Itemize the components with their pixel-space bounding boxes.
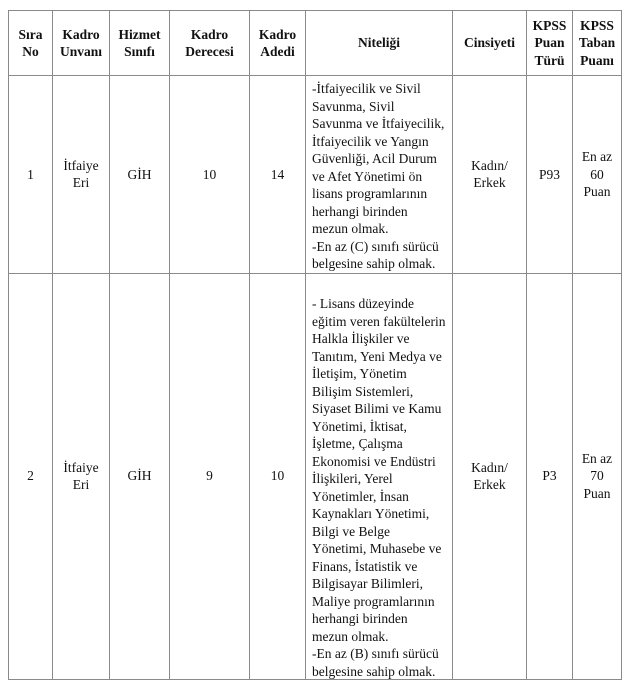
header-kpss-puan-turu: KPSS Puan Türü bbox=[527, 11, 573, 76]
header-sira-no: Sıra No bbox=[9, 11, 53, 76]
cell-kadro-unvani: İtfaiye Eri bbox=[53, 273, 110, 679]
cell-niteligi-container bbox=[306, 273, 453, 679]
header-hizmet-sinifi: Hizmet Sınıfı bbox=[110, 11, 170, 76]
cell-sira-no: 1 bbox=[9, 76, 53, 274]
cell-kadro-derecesi: 9 bbox=[170, 273, 250, 679]
header-kadro-unvani: Kadro Unvanı bbox=[53, 11, 110, 76]
cell-kpss-puan-turu: P3 bbox=[527, 273, 573, 679]
cell-hizmet-sinifi: GİH bbox=[110, 76, 170, 274]
cell-kadro-derecesi: 10 bbox=[170, 76, 250, 274]
cell-kpss-taban-puani: En az 70 Puan bbox=[573, 273, 622, 679]
cell-cinsiyeti: Kadın/ Erkek bbox=[453, 76, 527, 274]
table-row bbox=[9, 76, 622, 274]
cell-kadro-adedi: 14 bbox=[250, 76, 306, 274]
cell-kadro-adedi: 10 bbox=[250, 273, 306, 679]
cell-hizmet-sinifi: GİH bbox=[110, 273, 170, 679]
header-niteligi: Niteliği bbox=[306, 11, 453, 76]
cell-kadro-unvani: İtfaiye Eri bbox=[53, 76, 110, 274]
header-cinsiyeti: Cinsiyeti bbox=[453, 11, 527, 76]
cell-kpss-taban-puani: En az 60 Puan bbox=[573, 76, 622, 274]
cell-niteligi: - Lisans düzeyinde eğitim veren fakültelerin Halkla İlişkiler ve Tanıtım, Yeni Medya ve İletişim, Yönetim Bilişim Sistemleri, Siyaset Bilimi ve Kamu Yönetimi, İktisat, İşletme, Çalışma Ekonomisi ve Endüstri İlişkileri, Yerel Yönetimler, İnsan Kaynakları Yönetimi, Bilgi ve Belge Yönetimi, Muhasebe ve Finans, İstatistik ve Bilgisayar Bilimleri, Maliye programlarının herhangi birinden mezun olmak. -En az (B) sınıfı sürücü belgesine sahip olmak. bbox=[312, 296, 446, 679]
kadro-table bbox=[8, 10, 622, 680]
cell-cinsiyeti: Kadın/ Erkek bbox=[453, 273, 527, 679]
table-row bbox=[9, 273, 622, 679]
header-kadro-derecesi: Kadro Derecesi bbox=[170, 11, 250, 76]
header-row bbox=[9, 11, 622, 76]
header-kpss-taban-puani: KPSS Taban Puanı bbox=[573, 11, 622, 76]
cell-sira-no: 2 bbox=[9, 273, 53, 679]
cell-kpss-puan-turu: P93 bbox=[527, 76, 573, 274]
header-kadro-adedi: Kadro Adedi bbox=[250, 11, 306, 76]
cell-niteligi: -İtfaiyecilik ve Sivil Savunma, Sivil Savunma ve İtfaiyecilik, İtfaiyecilik ve Yangın Güvenliği, Acil Durum ve Afet Yönetimi ön lisans programlarının herhangi birinden mezun olmak. -En az (C) sınıfı sürücü belgesine sahip olmak. bbox=[306, 76, 453, 274]
